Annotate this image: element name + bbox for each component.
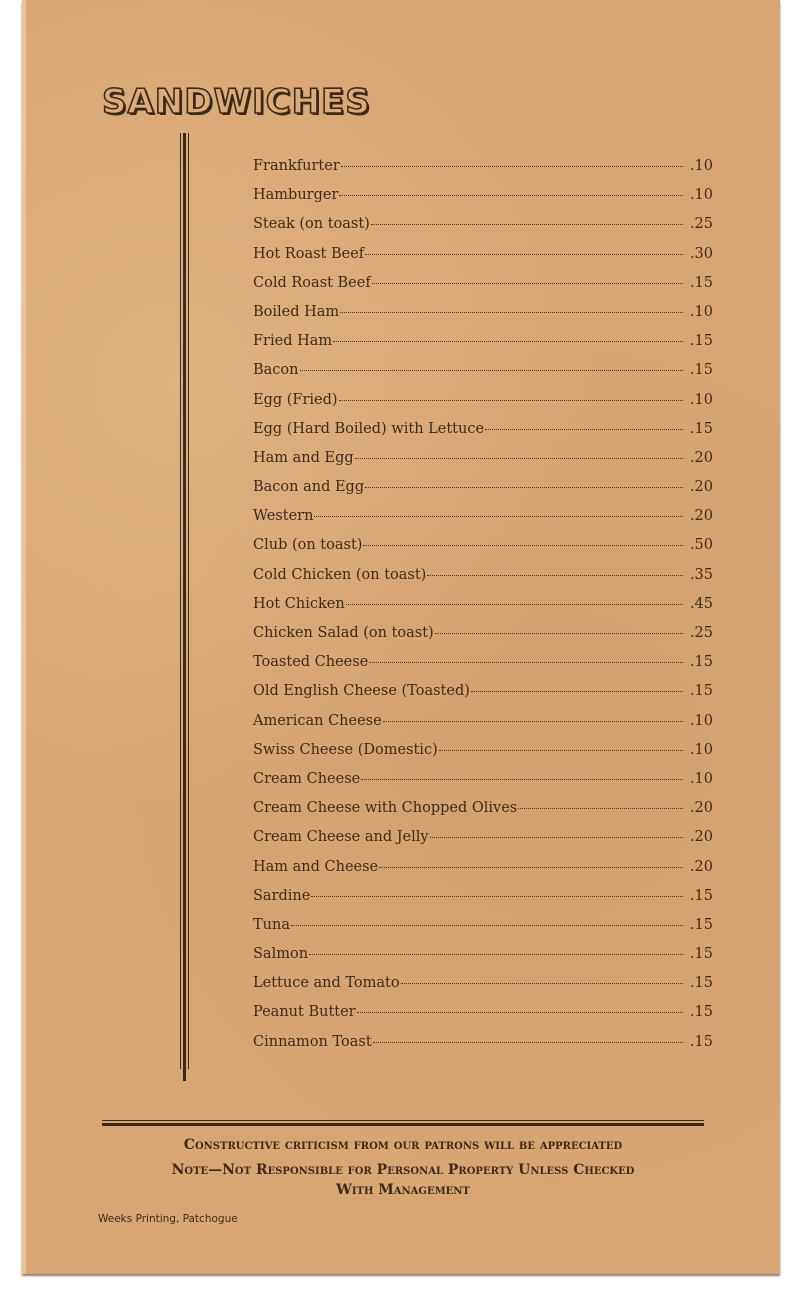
footer-rule-thick [102,1123,704,1126]
menu-item-name: Salmon [253,946,309,963]
vertical-rule-main [183,133,186,1081]
dot-leader [435,632,683,634]
dot-leader [339,194,683,196]
menu-item [253,531,713,560]
dot-leader [333,340,683,342]
menu-item-price: .25 [689,625,713,641]
dot-leader [355,457,683,459]
menu-item-name: Toasted Cheese [253,654,369,671]
vertical-rule-right [188,133,189,1069]
menu-item-price: .10 [689,712,713,729]
menu-item-price: .15 [689,975,713,992]
menu-item-name: Sardine [253,887,311,904]
menu-item-price: .15 [689,916,713,933]
menu-item [253,327,713,356]
menu-item-name: Club (on toast) [253,537,363,554]
menu-item [253,998,713,1027]
menu-item [253,853,713,882]
dot-leader [365,253,683,255]
dot-leader [339,399,683,401]
menu-item-name: Hamburger [253,187,339,204]
menu-item-name: Bacon [253,362,299,379]
menu-item [253,940,713,969]
menu-item [253,648,713,677]
dot-leader [372,282,683,284]
dot-leader [314,515,683,517]
dot-leader [401,982,683,984]
dot-leader [383,720,683,722]
dot-leader [471,690,683,692]
dot-leader [518,807,683,809]
menu-item-name: Steak (on toast) [253,216,370,233]
menu-item-price: .15 [689,420,713,437]
menu-item [253,823,713,852]
dot-leader [341,165,683,167]
menu-item-name: Old English Cheese (Toasted) [253,683,470,700]
menu-page [22,0,780,1274]
menu-item-price: .20 [689,449,713,466]
menu-item [253,736,713,765]
menu-item-price: .25 [689,216,713,233]
menu-item [253,386,713,415]
printer-credit: Weeks Printing, Patchogue [98,1213,238,1225]
menu-item [253,473,713,502]
menu-item [253,677,713,706]
dot-leader [363,544,683,546]
dot-leader [439,749,683,751]
menu-item-price: .10 [689,741,713,758]
dot-leader [340,311,683,313]
menu-item-price: .15 [689,274,713,291]
menu-item [253,210,713,239]
menu-item-price: .15 [689,362,713,379]
dot-leader [371,223,683,225]
dot-leader [300,369,684,371]
menu-item [253,882,713,911]
dot-leader [430,836,683,838]
menu-item [253,619,713,648]
menu-item-name: American Cheese [253,712,382,729]
dot-leader [379,866,683,868]
notice-responsibility-line1: Note—Not Responsible for Personal Property Unless Checked [171,1162,635,1178]
menu-item [253,765,713,794]
menu-item-name: Tuna [253,916,290,933]
menu-item-name: Cinnamon Toast [253,1033,372,1050]
menu-item [253,181,713,210]
menu-item-price: .15 [689,1004,713,1021]
menu-item [253,707,713,736]
dot-leader [311,895,683,897]
menu-item-price: .15 [689,1033,713,1050]
menu-item [253,794,713,823]
menu-item-price: .20 [689,858,713,875]
notice-criticism: Constructive criticism from our patrons will be appreciated [183,1137,623,1153]
dot-leader [309,953,683,955]
menu-item-price: .50 [689,537,713,554]
dot-leader [427,574,683,576]
sandwich-list [253,152,713,1057]
menu-item-price: .10 [689,158,713,174]
menu-item-name: Frankfurter [253,158,340,174]
menu-item-price: .45 [689,595,713,612]
menu-item [253,269,713,298]
notice-responsibility-line2: With Management [336,1182,470,1198]
menu-title: SANDWICHES [102,82,371,122]
menu-item-price: .10 [689,303,713,320]
menu-item-price: .10 [689,770,713,787]
menu-item [253,444,713,473]
menu-item [253,356,713,385]
menu-item [253,1028,713,1057]
menu-item-name: Peanut Butter [253,1004,356,1021]
dot-leader [373,1041,683,1043]
dot-leader [357,1011,683,1013]
menu-item [253,152,713,181]
menu-item-name: Chicken Salad (on toast) [253,625,434,641]
menu-item-name: Hot Roast Beef [253,245,365,262]
dot-leader [361,778,683,780]
menu-item-price: .20 [689,479,713,496]
menu-item [253,415,713,444]
menu-item-name: Cream Cheese [253,770,361,787]
menu-item-price: .20 [689,800,713,817]
dot-leader [365,486,683,488]
menu-item-price: .10 [689,391,713,408]
menu-item [253,590,713,619]
menu-item-price: .20 [689,508,713,525]
menu-item [253,240,713,269]
menu-item-name: Western [253,508,314,525]
menu-item-name: Cream Cheese and Jelly [253,829,429,846]
vertical-rule-left [180,133,181,1069]
menu-item-name: Egg (Hard Boiled) with Lettuce [253,420,485,437]
menu-item-price: .35 [689,566,713,583]
menu-item-price: .20 [689,829,713,846]
menu-item-price: .15 [689,887,713,904]
menu-item-price: .15 [689,683,713,700]
menu-item-name: Boiled Ham [253,303,340,320]
menu-item-price: .10 [689,187,713,204]
menu-item-name: Egg (Fried) [253,391,338,408]
menu-item-name: Hot Chicken [253,595,345,612]
menu-item-name: Cold Chicken (on toast) [253,566,427,583]
menu-item-price: .15 [689,333,713,350]
footer-rule-thin [102,1120,704,1121]
menu-item [253,561,713,590]
dot-leader [369,661,683,663]
menu-item [253,969,713,998]
menu-item [253,298,713,327]
dot-leader [291,924,683,926]
dot-leader [346,603,683,605]
menu-item-price: .15 [689,654,713,671]
menu-item [253,911,713,940]
menu-item [253,502,713,531]
menu-item-name: Ham and Egg [253,449,354,466]
notice-responsibility [102,1160,704,1200]
menu-item-name: Fried Ham [253,333,333,350]
menu-item-price: .15 [689,946,713,963]
menu-item-name: Cream Cheese with Chopped Olives [253,800,518,817]
menu-item-price: .30 [689,245,713,262]
menu-item-name: Bacon and Egg [253,479,365,496]
menu-item-name: Lettuce and Tomato [253,975,400,992]
menu-item-name: Cold Roast Beef [253,274,371,291]
menu-item-name: Swiss Cheese (Domestic) [253,741,438,758]
dot-leader [485,428,683,430]
menu-item-name: Ham and Cheese [253,858,379,875]
